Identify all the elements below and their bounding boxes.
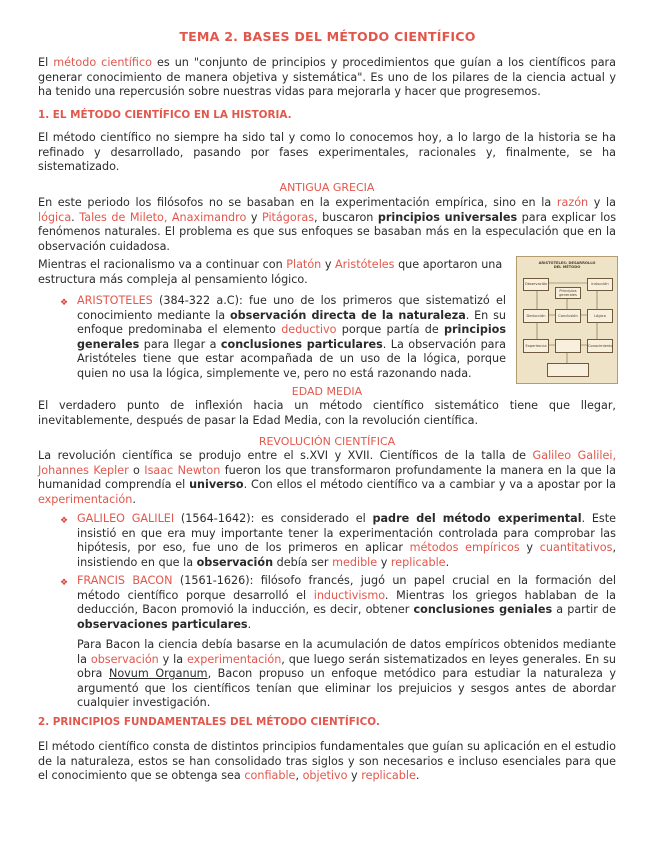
edad-media-paragraph: El verdadero punto de inflexión hacia un método científico sistemático tiene que llegar, inevitablemente, después de pasar la Edad Media, con la revolución científica. [38,399,616,427]
racionalismo-paragraph: Mientras el racionalismo va a continuar con Platón y Aristóteles que aportaron una estructura más compleja al pensamiento lógico. [38,258,503,286]
section-1-paragraph: El método científico no siempre ha sido tal y como lo conocemos hoy, a lo largo de la historia se ha refinado y desarrollado, pasando por fases experimentales, racionales y, finalmente, se ha sistematizado. [38,131,616,174]
revolucion-paragraph: La revolución científica se produjo entre el s.XVI y XVII. Científicos de la talla de Galileo Galilei, Johannes Kepler o Isaac Newton fueron los que transformaron profundamente la manera en la que la humanidad comprendía el universo. Con ellos el método científico va a cambiar y va a apostar por la experimentación. [38,449,617,506]
bacon-bullet: FRANCIS BACON (1561-1626): filósofo francés, jugó un papel crucial en la formación del método científico porque desarrolló el inductivismo. Mientras los griegos hablaban de la deducción, Bacon promovió la inducción, es decir, obtener conclusiones geniales a partir de observaciones particulares. [77,574,616,631]
diagram-box: Deducción [523,309,549,323]
diagram-title: ARISTÓTELES: DESARROLLO DEL MÉTODO [538,261,596,269]
diagram-box: Lógica [587,309,613,323]
keyword-metodo-cientifico: método científico [53,56,152,69]
antigua-grecia-paragraph: En este periodo los filósofos no se basaban en la experimentación empírica, sino en la razón y la lógica. Tales de Mileto, Anaximandro y Pitágoras, buscaron principios universales para explicar los fenómenos naturales. El problema es que sus enfoques se basaban más en la especulación que en la observación cuidadosa. [38,196,617,253]
revolucion-heading: REVOLUCIÓN CIENTÍFICA [258,435,396,448]
diagram-box: Experiencia [523,339,549,353]
diagram-box-blank [547,363,589,377]
galileo-bullet: GALILEO GALILEI (1564-1642): es considerado el padre del método experimental. Este insistió en que era muy importante tener la experimentación controlada para comprobar las hipótesis, por eso, fue uno de los primeros en aplicar métodos empíricos y cuantitativos, insistiendo en que la observación debía ser medible y replicable. [77,512,617,569]
bacon-paragraph: Para Bacon la ciencia debía basarse en la acumulación de datos empíricos obtenidos mediante la observación y la experimentación, que luego serán sistematizados en leyes generales. En su obra Novum Organum, Bacon propuso un enfoque metódico para estudiar la naturaleza y argumentó que los científicos tenían que eliminar los prejuicios y sesgos antes de abordar cualquier investigación. [77,638,616,710]
bullet-diamond-icon: ❖ [60,516,69,526]
section-1-heading: 1. EL MÉTODO CIENTÍFICO EN LA HISTORIA. [38,109,292,121]
diagram-box: Conocimiento [587,339,613,353]
diagram-box: Inducción [587,278,613,291]
intro-paragraph: El método científico es un "conjunto de principios y procedimientos que guían a los científicos para generar conocimiento de manera objetiva y sistemática". Es uno de los pilares de la ciencia actual y ha tenido una repercusión sobre nuestras vidas para mejorarla y hacer que progresemos. [38,56,616,99]
diagram-box-blank [555,339,581,353]
section-2-paragraph: El método científico consta de distintos principios fundamentales que guían su aplicación en el estudio de la naturaleza, estos se han consolidado tras siglos y son necesarios e incluso esenciales para que el conocimiento que se obtenga sea confiable, objetivo y replicable. [38,740,616,783]
aristoteles-method-diagram [516,256,618,384]
antigua-grecia-heading: ANTIGUA GRECIA [279,181,375,194]
section-2-heading: 2. PRINCIPIOS FUNDAMENTALES DEL MÉTODO CIENTÍFICO. [38,716,380,728]
diagram-box: Observación [523,278,549,291]
bullet-diamond-icon: ❖ [60,578,69,588]
bullet-diamond-icon: ❖ [60,298,69,308]
diagram-box: Conclusión [555,309,581,323]
edad-media-heading: EDAD MEDIA [291,385,363,398]
page-title: TEMA 2. BASES DEL MÉTODO CIENTÍFICO [179,29,476,44]
diagram-box: Principios generales [555,287,581,299]
aristoteles-bullet: ARISTOTELES (384-322 a.C): fue uno de los primeros que sistematizó el conocimiento mediante la observación directa de la naturaleza. En su enfoque predominaba el elemento deductivo porque partía de principios generales para llegar a conclusiones particulares. La observación para Aristóteles tiene que estar acompañada de un uso de la lógica, porque quien no usa la lógica, simplemente ve, pero no está razonando nada. [77,294,507,380]
